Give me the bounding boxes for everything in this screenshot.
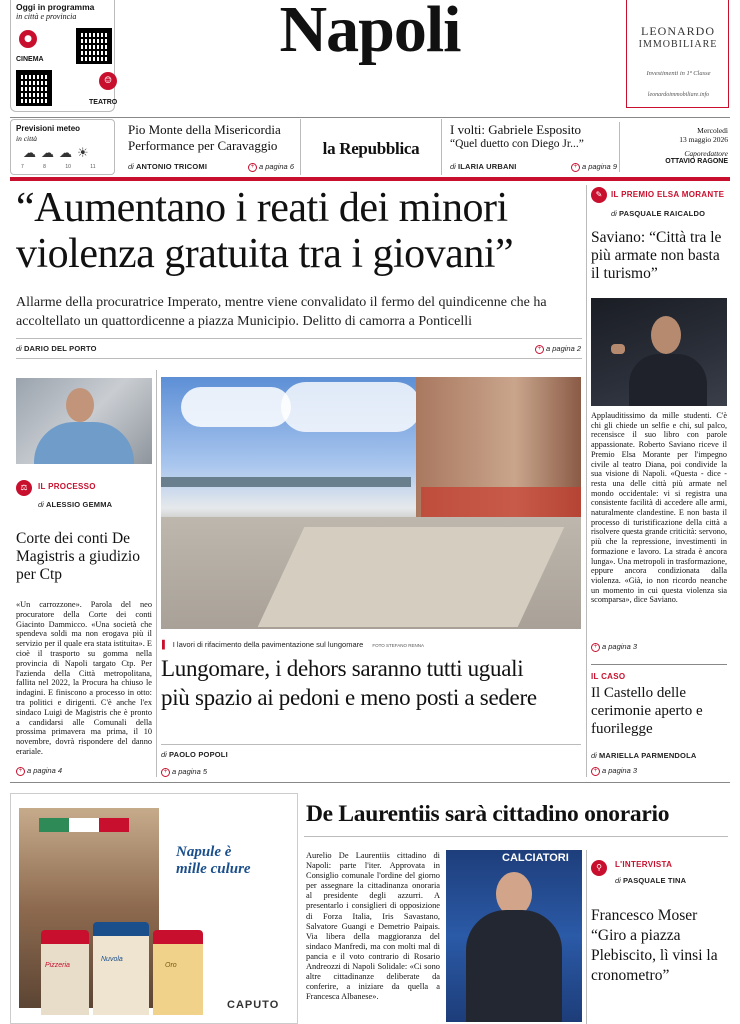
teatro-label[interactable]: TEATRO [89,99,118,106]
edition-info [622,122,728,174]
saviano-byline: di PASQUALE RAICALDO [611,209,706,218]
caso-headline: Il Castello delle cerimonie aperto e fuorilegge [591,685,703,737]
caputo-logo: CAPUTO [227,999,280,1011]
processo-headline: Corte dei conti De Magistris a giudizio per Ctp [16,530,140,583]
processo-story[interactable] [14,370,152,780]
lead-page[interactable]: + a pagina 2 [535,344,581,354]
ad-tagline: Investimenti in 1ª Classe [646,70,711,77]
gavel-icon: ⚖ [16,480,32,496]
photo-caption: ▌ I lavori di rifacimento della pavimentazione sul lungomare FOTO STEFANO RENNA [162,640,425,649]
teaser2-subtitle: “Quel duetto con Diego Jr...” [450,138,584,150]
saviano-page[interactable]: + a pagina 3 [591,642,637,652]
cloud-rain-icon: ☁ [23,146,41,161]
cloud-rain-icon: ☁ [41,146,59,161]
teatro-icon: ☺ [99,72,117,90]
ad-url[interactable]: leonardoimmobiliare.info [647,92,710,98]
ad-leonardo[interactable] [626,0,729,108]
saviano-headline: Saviano: “Città tra le più armate non basta il turismo” [591,229,722,282]
repubblica-logo[interactable]: la Repubblica [300,119,442,175]
lungomare-page[interactable]: + a pagina 5 [161,767,207,777]
qr-code-teatro-icon[interactable] [16,70,52,106]
meteo-temps: 7 8 10 11 [21,164,96,170]
lungomare-headline[interactable]: Lungomare, i dehors saranno tutti uguali più spazio ai pedoni e meno posti a sedere [161,656,537,710]
editor-name: OTTAVIO RAGONE [665,158,728,165]
lungomare-byline: di PAOLO POPOLI [161,750,228,759]
teaser2-byline: di ILARIA URBANI [450,162,517,171]
microphone-icon: ✎ [591,187,607,203]
bicycle-icon: ⚲ [591,860,607,876]
moser-byline: di PASQUALE TINA [615,876,687,885]
programma-title: Oggi in programma [16,2,95,12]
teaser1-byline: di ANTONIO TRICOMI [128,162,208,171]
cloud-icon: ☁ [59,146,77,161]
sun-cloud-icon: ☀ [77,146,94,161]
lead-summary: Allarme della procuratrice Imperato, mentre viene convalidato il fermo del quindicenne che ha accoltellato un quattordicenne a piazza Municipio. Delitto di camorra a Ponticelli [16,295,547,329]
saviano-photo [591,298,727,406]
meteo-subtitle: in città [16,134,38,143]
saviano-story[interactable] [591,185,727,655]
weekday: Mercoledì [697,126,728,135]
de-magistris-photo [16,378,152,464]
weather-icons [23,146,94,161]
photo-banner: CALCIATORI [502,852,569,864]
edition-date: 13 maggio 2026 [679,135,728,144]
saviano-kicker: IL PREMIO ELSA MORANTE [611,190,725,199]
teaser-esposito[interactable] [444,119,619,175]
teaser1-subtitle: Performance per Caravaggio [128,138,278,153]
caso-page[interactable]: + a pagina 3 [591,766,637,776]
programma-subtitle: in città e provincia [16,12,77,21]
teaser2-title: I volti: Gabriele Esposito [450,122,582,137]
ad-brand-line2: IMMOBILIARE [638,39,718,50]
caso-byline: di MARIELLA PARMENDOLA [591,751,697,760]
meteo-box[interactable] [10,119,115,175]
teaser2-page[interactable]: + a pagina 9 [571,162,617,172]
delaurentiis-headline[interactable]: De Laurentiis sarà cittadino onorario [306,801,670,827]
cinema-icon: ● [19,30,37,48]
lungomare-photo [161,377,581,629]
saviano-body: Applauditissimo da mille studenti. C'è chi gli chiede un selfie e chi, sul palco, recensisce il suo libro con parole appassionate. Roberto Saviano riceve il Premio Elsa Morante per l'impegno civile al teatro Diana, poi condivide la sua visione di Napoli. «Questa - dice - resta una delle città più armate nel mondo occidentale: vi si registra una consistente facilità di accedere alle armi, naturalmente clandestine. E non basta il processo di turistificazione della città a risolvere questa grande criticità: servono, più che la repressione, investimenti in formazione e lavoro. La strada è ancora lunga». Una metropoli in trasformazione, eppure ancora condizionata dalla violenza. «Già, io non ricordo neanche un momento in cui questa violenza sia scomparsa», dice Saviano. [591,411,727,605]
leonardo-logo-icon [635,24,721,50]
ad-caputo[interactable] [10,793,298,1024]
cinema-label[interactable]: CINEMA [16,56,44,63]
delaurentiis-body: Aurelio De Laurentiis cittadino di Napoli: parte l'iter. Approvata in Consiglio comunale l'ordine del giorno per assegnare la cittadinanza onoraria al presidente degli azzurri. A presentarlo i consiglieri di opposizione di Forza Italia, Iris Savastano, Salvatore Guangi e Demetrio Paipais. Via libera della maggioranza del sindaco Manfredi, ma con molti mal di pancia e il voto contrario di Rosario Andreozzi di Napoli Solidale: «Ci sono altre cittadinanze deliberate da conferire, a iniziare da quella a Francesca Albanese». [306,851,440,1002]
masthead-title[interactable]: Napoli [279,0,461,66]
processo-byline: di ALESSIO GEMMA [38,500,113,509]
ad-slogan: Napule è mille culure [176,844,251,877]
caso-story[interactable] [591,668,727,778]
moser-kicker: L'INTERVISTA [615,860,673,869]
processo-body: «Un carrozzone». Parola del neo procuratore della Corte dei conti Giacinto Dammicco. «Una società che spendeva soldi ma non erogava più il servizio per il quale era stata istituita». E cioè il trasporto su gomma nella provincia di Napoli targato Ctp. Per l'azienda della Città metropolitana, fallita nel 2022, la Procura ha chiuso le indagini. E finiscono a processo in otto: tra politici e dirigenti. C'è anche l'ex sindaco Luigi de Magistris che è pronto a candidarsi alle Comunali della prossima primavera ma prima, il 10 novembre, dovrà rispondere del danno erariale. [16,600,152,756]
moser-story[interactable] [591,858,727,1024]
ad-brand-line1: LEONARDO [641,24,715,38]
qr-code-cinema-icon[interactable] [76,28,112,64]
teaser1-page[interactable]: + a pagina 6 [248,162,294,172]
meteo-title: Previsioni meteo [16,124,81,133]
flour-packs: Pizzeria Nuvola Oro [41,922,221,1017]
programma-box[interactable] [10,0,118,112]
processo-page[interactable]: + a pagina 4 [16,766,62,776]
editor-role: Caporedattore [684,149,728,158]
lead-headline[interactable]: “Aumentano i reati dei minori violenza gratuita tra i giovani” [16,185,514,277]
caso-kicker: IL CASO [591,672,626,681]
moser-headline: Francesco Moser “Giro a piazza Plebiscito, lì vinsi la cronometro” [591,907,718,984]
lead-byline: di DARIO DEL PORTO [16,344,97,353]
teaser-pio-monte[interactable] [120,119,298,175]
delaurentiis-photo [446,850,582,1022]
teaser1-title: Pio Monte della Misericordia [128,122,281,137]
processo-kicker: IL PROCESSO [38,482,96,491]
